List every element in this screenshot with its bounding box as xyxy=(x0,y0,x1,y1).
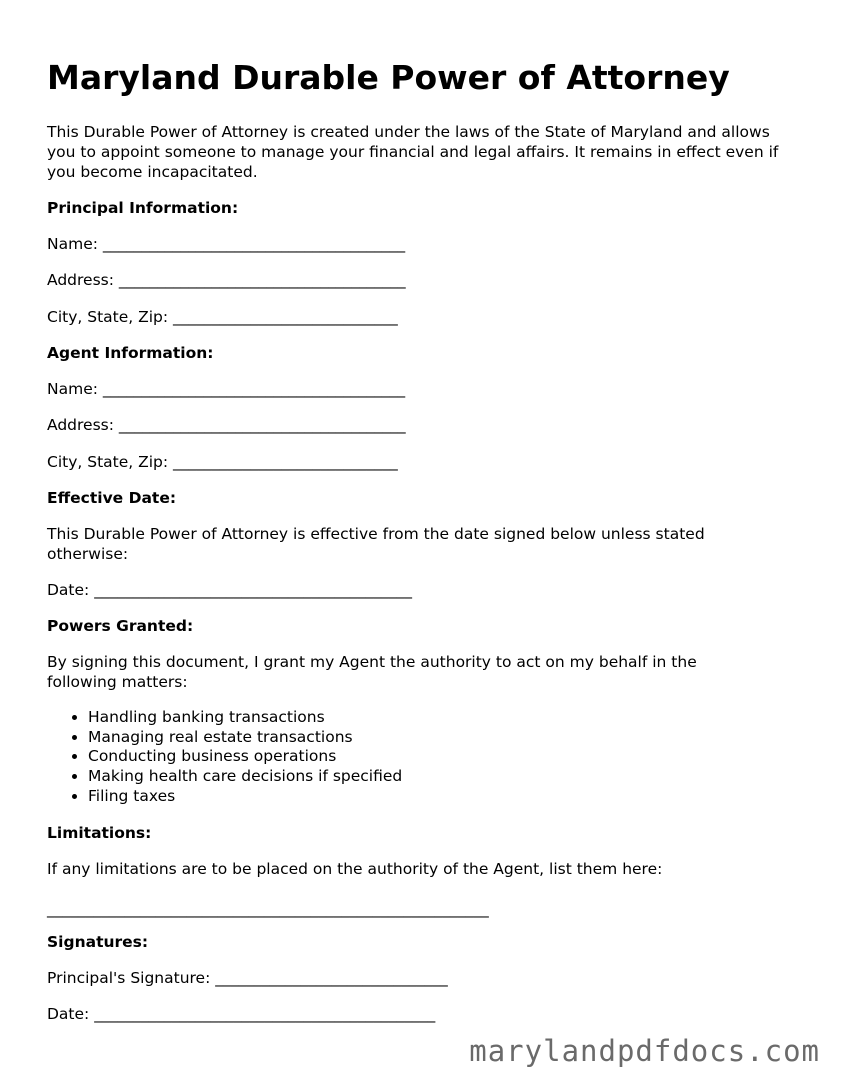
effective-date-text: This Durable Power of Attorney is effective from the date signed below unless stated otherwise: xyxy=(47,525,705,563)
principal-address-field: Address: _____________________________________ xyxy=(47,271,406,289)
agent-address-field: Address: _____________________________________ xyxy=(47,416,406,434)
agent-city-field: City, State, Zip: _____________________________ xyxy=(47,453,398,471)
powers-text: By signing this document, I grant my Agent the authority to act on my behalf in the following matters: xyxy=(47,653,697,691)
agent-name-field: Name: _______________________________________ xyxy=(47,380,406,398)
list-item: • Managing real estate transactions xyxy=(88,728,402,748)
list-item: • Conducting business operations xyxy=(88,747,402,767)
effective-date-heading: Effective Date: xyxy=(47,489,177,507)
list-item: • Filing taxes xyxy=(88,787,402,807)
limitations-text: If any limitations are to be placed on the authority of the Agent, list them here: xyxy=(47,860,663,878)
limitations-heading: Limitations: xyxy=(47,824,152,842)
agent-heading: Agent Information: xyxy=(47,344,214,362)
powers-list xyxy=(47,708,402,807)
signatures-heading: Signatures: xyxy=(47,933,149,951)
signature-date-field: Date: ____________________________________________ xyxy=(47,1005,436,1023)
principal-signature-field: Principal's Signature: ______________________________ xyxy=(47,969,448,987)
limitations-line: _________________________________________________________ xyxy=(47,900,489,918)
intro-paragraph: This Durable Power of Attorney is created under the laws of the State of Maryland and allows you to appoint someone to manage your financial and legal affairs. It remains in effect even if you become incapacitated. xyxy=(47,123,779,181)
principal-city-field: City, State, Zip: _____________________________ xyxy=(47,308,398,326)
list-item: • Making health care decisions if specified xyxy=(88,767,402,787)
watermark-text: marylandpdfdocs.com xyxy=(469,1034,820,1068)
powers-heading: Powers Granted: xyxy=(47,617,194,635)
principal-heading: Principal Information: xyxy=(47,199,239,217)
page-title: Maryland Durable Power of Attorney xyxy=(47,58,730,97)
principal-name-field: Name: _______________________________________ xyxy=(47,235,406,253)
list-item: • Handling banking transactions xyxy=(88,708,402,728)
effective-date-field: Date: _________________________________________ xyxy=(47,581,412,599)
